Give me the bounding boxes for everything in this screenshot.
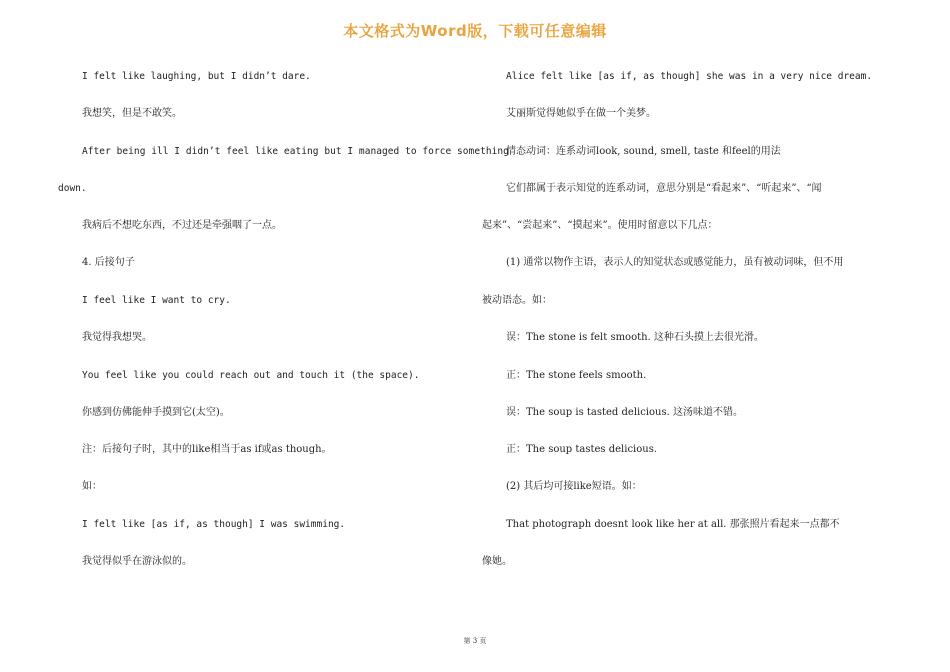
section-heading: 情态动词：连系动词look, sound, smell, taste 和feel的用法 (506, 146, 781, 157)
example-line: That photograph doesnt look like her at all. 那张照片看起来一点都不 (506, 519, 840, 530)
paragraph-line: 起来”、“尝起来”、“摸起来”。使用时留意以下几点： (482, 220, 718, 231)
paragraph-line: You feel like you could reach out and touch it (the space). (82, 370, 420, 381)
paragraph-line: (1) 通常以物作主语，表示人的知觉状态或感觉能力，虽有被动词味，但不用 (506, 257, 844, 268)
paragraph-line: 我觉得我想哭。 (82, 332, 152, 343)
paragraph-line: 像她。 (482, 556, 512, 567)
paragraph-line: 艾丽斯觉得她似乎在做一个美梦。 (506, 108, 656, 119)
paragraph-line: 我觉得似乎在游泳似的。 (82, 556, 192, 567)
paragraph-line: I felt like laughing, but I didn’t dare. (82, 71, 311, 82)
paragraph-line: 我病后不想吃东西，不过还是牵强咽了一点。 (82, 220, 282, 231)
paragraph-line: After being ill I didn’t feel like eating but I managed to force something (82, 146, 509, 157)
example-line: 误：The stone is felt smooth. 这种石头摸上去很光滑。 (506, 332, 764, 343)
example-line: 误：The soup is tasted delicious. 这汤味道不错。 (506, 407, 743, 418)
page-number: 第 3 页 (463, 637, 487, 645)
note-line: 注：后接句子时，其中的like相当于as if或as though。 (82, 444, 332, 455)
document-header-banner: 本文格式为Word版，下载可任意编辑 (343, 22, 607, 40)
paragraph-line: I felt like [as if, as though] I was swimming. (82, 519, 346, 530)
example-line: 正：The stone feels smooth. (506, 370, 647, 381)
paragraph-line: 它们都属于表示知觉的连系动词，意思分别是“看起来”、“听起来”、“闻 (506, 183, 822, 194)
paragraph-line: down. (58, 183, 87, 194)
section-heading: 4. 后接句子 (82, 257, 135, 268)
paragraph-line: 你感到仿佛能伸手摸到它(太空)。 (82, 407, 230, 418)
paragraph-line: 我想笑，但是不敢笑。 (82, 108, 182, 119)
paragraph-line: 被动语态。如： (482, 295, 552, 306)
paragraph-line: (2) 其后均可接like短语。如： (506, 481, 642, 492)
example-line: 正：The soup tastes delicious. (506, 444, 658, 455)
paragraph-line: 如： (82, 481, 102, 492)
paragraph-line: I feel like I want to cry. (82, 295, 231, 306)
paragraph-line: Alice felt like [as if, as though] she was in a very nice dream. (506, 71, 873, 82)
